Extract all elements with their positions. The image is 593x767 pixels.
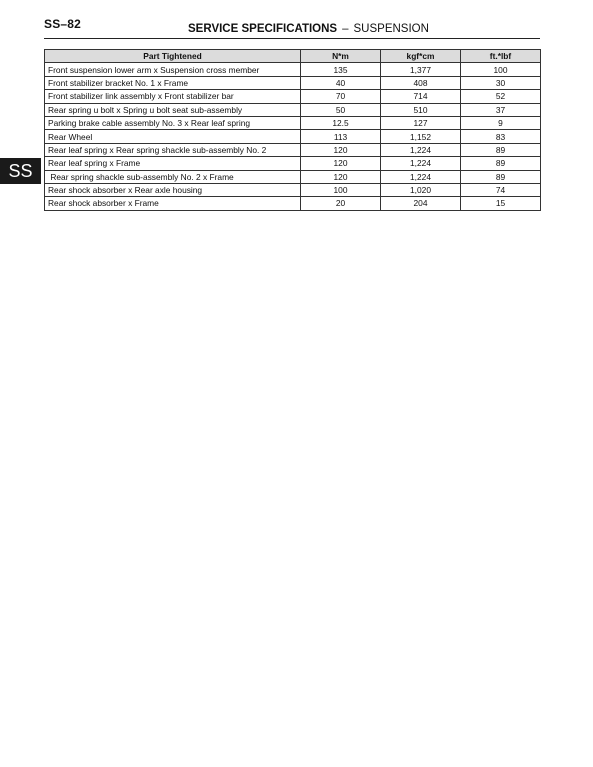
- cell-kgfcm: 1,224: [381, 157, 461, 170]
- cell-nm: 120: [301, 170, 381, 183]
- cell-part: Rear shock absorber x Frame: [45, 197, 301, 210]
- cell-part: Rear leaf spring x Frame: [45, 157, 301, 170]
- cell-nm: 120: [301, 157, 381, 170]
- cell-part: Parking brake cable assembly No. 3 x Rear leaf spring: [45, 116, 301, 129]
- cell-ftlbf: 30: [461, 76, 541, 89]
- table-row: [45, 197, 541, 210]
- title-section: SUSPENSION: [353, 23, 429, 35]
- header-rule: [44, 38, 540, 39]
- cell-ftlbf: 74: [461, 183, 541, 196]
- cell-kgfcm: 1,020: [381, 183, 461, 196]
- cell-ftlbf: 100: [461, 63, 541, 76]
- table-row: [45, 116, 541, 129]
- cell-nm: 100: [301, 183, 381, 196]
- cell-kgfcm: 408: [381, 76, 461, 89]
- cell-ftlbf: 89: [461, 157, 541, 170]
- cell-part: Front stabilizer bracket No. 1 x Frame: [45, 76, 301, 89]
- table-row: [45, 183, 541, 196]
- page-number: SS–82: [44, 17, 82, 31]
- cell-nm: 20: [301, 197, 381, 210]
- cell-kgfcm: 510: [381, 103, 461, 116]
- cell-kgfcm: 1,377: [381, 63, 461, 76]
- cell-kgfcm: 127: [381, 116, 461, 129]
- cell-ftlbf: 15: [461, 197, 541, 210]
- cell-nm: 12.5: [301, 116, 381, 129]
- header-ftlbf: ft.*lbf: [461, 50, 541, 63]
- title-main: SERVICE SPECIFICATIONS: [188, 23, 338, 35]
- table-row: [45, 157, 541, 170]
- table-row: [45, 170, 541, 183]
- cell-ftlbf: 89: [461, 170, 541, 183]
- cell-part: Front suspension lower arm x Suspension cross member: [45, 63, 301, 76]
- cell-ftlbf: 89: [461, 143, 541, 156]
- table-row: [45, 103, 541, 116]
- cell-nm: 120: [301, 143, 381, 156]
- cell-kgfcm: 1,152: [381, 130, 461, 143]
- torque-spec-table: [44, 49, 541, 211]
- section-tab: SS: [0, 158, 41, 184]
- table-row: [45, 130, 541, 143]
- cell-ftlbf: 52: [461, 90, 541, 103]
- cell-ftlbf: 37: [461, 103, 541, 116]
- cell-part: Rear Wheel: [45, 130, 301, 143]
- header-nm: N*m: [301, 50, 381, 63]
- cell-kgfcm: 204: [381, 197, 461, 210]
- cell-ftlbf: 9: [461, 116, 541, 129]
- table-row: [45, 143, 541, 156]
- cell-nm: 113: [301, 130, 381, 143]
- cell-part: Rear shock absorber x Rear axle housing: [45, 183, 301, 196]
- cell-ftlbf: 83: [461, 130, 541, 143]
- cell-kgfcm: 1,224: [381, 143, 461, 156]
- table-row: [45, 90, 541, 103]
- cell-part: Rear spring u bolt x Spring u bolt seat sub-assembly: [45, 103, 301, 116]
- cell-nm: 135: [301, 63, 381, 76]
- title-separator: –: [342, 23, 349, 35]
- table-row: [45, 63, 541, 76]
- cell-nm: 40: [301, 76, 381, 89]
- cell-nm: 50: [301, 103, 381, 116]
- cell-part: Rear spring shackle sub-assembly No. 2 x Frame: [45, 170, 301, 183]
- table-header-row: [45, 50, 541, 63]
- cell-nm: 70: [301, 90, 381, 103]
- cell-kgfcm: 714: [381, 90, 461, 103]
- cell-part: Front stabilizer link assembly x Front stabilizer bar: [45, 90, 301, 103]
- cell-kgfcm: 1,224: [381, 170, 461, 183]
- header-kgfcm: kgf*cm: [381, 50, 461, 63]
- cell-part: Rear leaf spring x Rear spring shackle sub-assembly No. 2: [45, 143, 301, 156]
- table-row: [45, 76, 541, 89]
- header-part-tightened: Part Tightened: [45, 50, 301, 63]
- page-title: [188, 23, 429, 35]
